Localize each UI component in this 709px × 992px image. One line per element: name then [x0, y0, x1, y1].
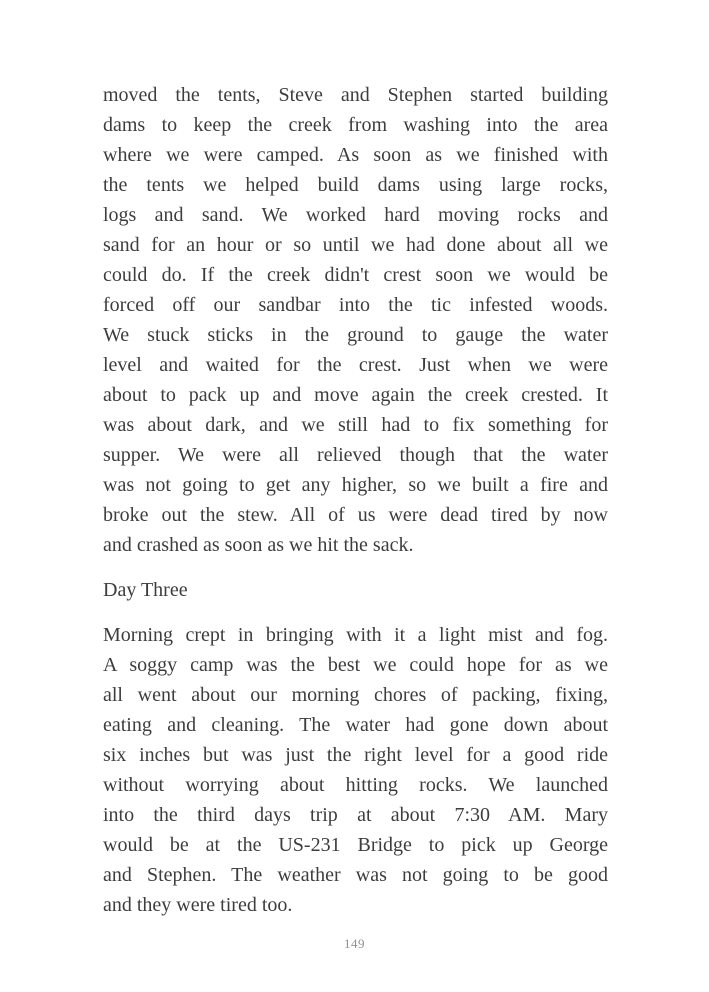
text-line: and they were tired too.	[103, 894, 293, 916]
text-line: into the third days trip at about 7:30 AM. Mary	[103, 804, 608, 826]
text-line: level and waited for the crest. Just when we were	[103, 354, 608, 376]
text-line: sand for an hour or so until we had done about all we	[103, 234, 608, 256]
text-line: A soggy camp was the best we could hope for as we	[103, 654, 608, 676]
text-line: about to pack up and move again the creek crested. It	[103, 384, 608, 406]
text-line: and crashed as soon as we hit the sack.	[103, 534, 414, 556]
text-line: would be at the US-231 Bridge to pick up George	[103, 834, 608, 856]
text-line: We stuck sticks in the ground to gauge the water	[103, 324, 608, 346]
text-line: was not going to get any higher, so we built a fire and	[103, 474, 608, 496]
text-line: forced off our sandbar into the tic infested woods.	[103, 294, 608, 316]
text-line: the tents we helped build dams using large rocks,	[103, 174, 608, 196]
text-line: without worrying about hitting rocks. We launched	[103, 774, 608, 796]
text-line: where we were camped. As soon as we finished with	[103, 144, 608, 166]
text-line: logs and sand. We worked hard moving rocks and	[103, 204, 608, 226]
page-number: 149	[344, 936, 365, 951]
text-line: supper. We were all relieved though that the water	[103, 444, 608, 466]
section-heading: Day Three	[103, 579, 188, 601]
text-line: eating and cleaning. The water had gone down about	[103, 714, 608, 736]
text-line: dams to keep the creek from washing into the area	[103, 114, 608, 136]
text-line: could do. If the creek didn't crest soon we would be	[103, 264, 608, 286]
text-line: was about dark, and we still had to fix something for	[103, 414, 608, 436]
text-line: moved the tents, Steve and Stephen started building	[103, 84, 608, 106]
paragraph	[103, 80, 608, 560]
page-text	[103, 80, 608, 920]
text-line: and Stephen. The weather was not going to be good	[103, 864, 608, 886]
text-line: six inches but was just the right level for a good ride	[103, 744, 608, 766]
text-line: all went about our morning chores of packing, fixing,	[103, 684, 608, 706]
text-line: Morning crept in bringing with it a light mist and fog.	[103, 624, 608, 646]
paragraph	[103, 620, 608, 920]
text-line: broke out the stew. All of us were dead tired by now	[103, 504, 608, 526]
